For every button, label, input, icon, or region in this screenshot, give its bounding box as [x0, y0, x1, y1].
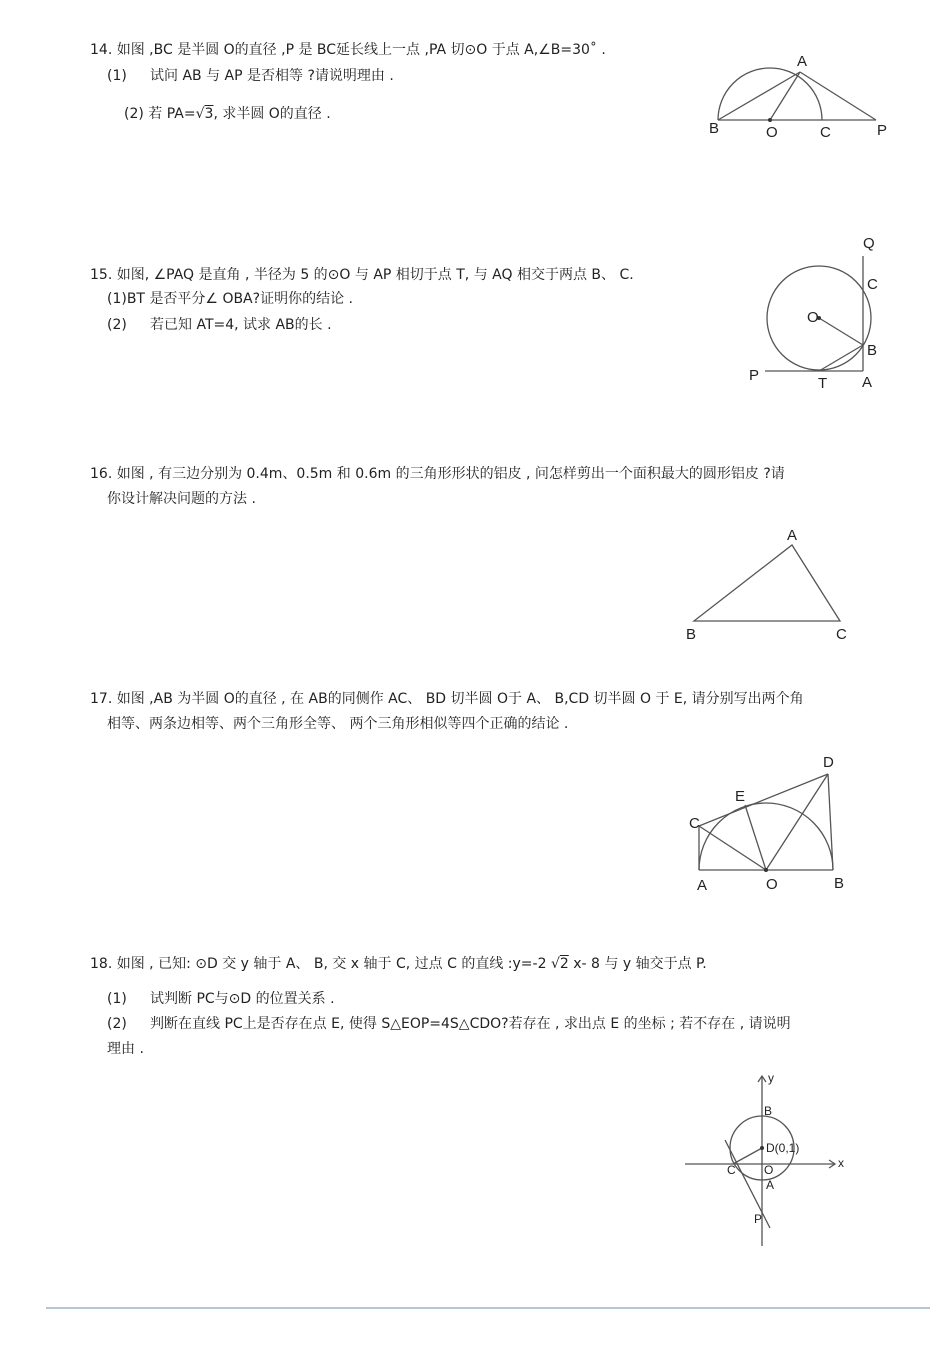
- p17-label-c: C: [689, 815, 700, 832]
- p18-line-pc: [725, 1140, 770, 1228]
- p14-segment-ap: [800, 72, 876, 120]
- p18-line1-end: x- 8 与 y 轴交于点 P.: [573, 956, 707, 972]
- p15-q2-text: 若已知 AT=4, 试求 AB的长 .: [150, 317, 332, 333]
- p17-line2: 相等、两条边相等、两个三角形全等、 两个三角形相似等四个正确的结论 .: [107, 716, 569, 732]
- p18-line1-start: 18. 如图 , 已知: ⊙D 交 y 轴于 A、 B, 交 x 轴于 C, 过点 C 的直线 :y=-2: [90, 956, 547, 972]
- page-divider: [46, 1307, 930, 1309]
- p16-label-b: B: [686, 626, 697, 643]
- p18-label-x: x: [838, 1156, 844, 1170]
- p14-label-a: A: [797, 53, 808, 70]
- p15-segment-tb: [819, 345, 863, 371]
- p14-label-p: P: [877, 122, 888, 139]
- sqrt-sign: √: [195, 106, 205, 122]
- sqrt-sign: √: [550, 956, 560, 972]
- p17-semicircle: [699, 803, 833, 870]
- p15-figure: [745, 232, 895, 397]
- p14-q1-text: 试问 AB 与 AP 是否相等 ?请说明理由 .: [150, 68, 394, 84]
- p14-q2-suffix: , 求半圆 O的直径 .: [213, 106, 331, 122]
- p15-label-c: C: [867, 276, 878, 293]
- p14-segment-ab: [718, 72, 800, 120]
- p18-q1-number: (1): [107, 991, 127, 1007]
- p18-label-b: B: [764, 1104, 773, 1118]
- p18-q1-text: 试判断 PC与⊙D 的位置关系 .: [150, 991, 335, 1007]
- p15-label-q: Q: [863, 235, 875, 252]
- p17-label-o: O: [766, 876, 778, 893]
- p17-segment-od: [766, 774, 828, 870]
- p15-q1: (1)BT 是否平分∠ OBA?证明你的结论 .: [107, 291, 353, 307]
- p18-figure: [680, 1070, 850, 1250]
- p18-label-y: y: [768, 1071, 774, 1085]
- p18-q2-continuation: 理由 .: [107, 1041, 144, 1057]
- p16-line1: 16. 如图 , 有三边分别为 0.4m、0.5m 和 0.6m 的三角形形状的铝皮 , 问怎样剪出一个面积最大的圆形铝皮 ?请: [90, 466, 785, 482]
- p14-label-b: B: [709, 120, 720, 137]
- p16-label-c: C: [836, 626, 847, 643]
- p14-label-c: C: [820, 124, 831, 141]
- p15-label-b: B: [867, 342, 878, 359]
- p14-stem: 14. 如图 ,BC 是半圆 O的直径 ,P 是 BC延长线上一点 ,PA 切⊙O 于点 A,∠B=30˚ .: [90, 42, 606, 58]
- p15-label-o: O: [807, 309, 819, 326]
- p18-label-d: D(0,1): [766, 1141, 800, 1155]
- p15-stem: 15. 如图, ∠PAQ 是直角 , 半径为 5 的⊙O 与 AP 相切于点 T, 与 AQ 相交于两点 B、 C.: [90, 267, 634, 283]
- p17-label-a: A: [697, 877, 708, 894]
- p17-center-dot: [764, 868, 768, 872]
- p14-q2-prefix: (2) 若 PA=: [124, 106, 196, 122]
- p15-label-a: A: [862, 374, 873, 391]
- p15-label-p: P: [749, 367, 760, 384]
- p14-segment-oa: [770, 72, 800, 120]
- p18-center-dot: [760, 1146, 764, 1150]
- p18-q2-text: 判断在直线 PC上是否存在点 E, 使得 S△EOP=4S△CDO?若存在 , 求出点 E 的坐标 ; 若不存在 , 请说明: [150, 1016, 791, 1032]
- p16-figure: [680, 524, 860, 649]
- p15-label-t: T: [818, 375, 828, 392]
- p18-line1-radicand: 2: [559, 956, 569, 972]
- p17-tangent-bd: [828, 774, 833, 870]
- p14-q1-number: (1): [107, 68, 127, 84]
- p17-line1: 17. 如图 ,AB 为半圆 O的直径 , 在 AB的同侧作 AC、 BD 切半圆 O于 A、 B,CD 切半圆 O 于 E, 请分别写出两个角: [90, 691, 804, 707]
- p17-label-e: E: [735, 788, 746, 805]
- p16-triangle: [694, 545, 840, 621]
- p17-figure: [685, 750, 855, 895]
- p14-center-dot: [768, 118, 772, 122]
- p18-label-p: P: [754, 1212, 763, 1226]
- p17-label-b: B: [834, 875, 845, 892]
- p17-segment-oc: [699, 826, 766, 870]
- p14-figure: [700, 50, 900, 145]
- p18-segment-dc: [733, 1148, 762, 1164]
- p18-q2-number: (2): [107, 1016, 127, 1032]
- p15-segment-ob: [819, 318, 863, 345]
- p18-label-a: A: [766, 1178, 775, 1192]
- p15-q2-number: (2): [107, 317, 127, 333]
- p18-label-o: O: [764, 1163, 774, 1177]
- p16-line2: 你设计解决问题的方法 .: [107, 491, 256, 507]
- p14-q2-radicand: 3: [204, 106, 214, 122]
- p18-line1: [90, 955, 707, 973]
- p18-label-c: C: [727, 1163, 736, 1177]
- p16-label-a: A: [787, 527, 798, 544]
- p14-q2: [124, 105, 331, 123]
- p17-segment-oe: [745, 805, 766, 870]
- p17-label-d: D: [823, 754, 834, 771]
- p14-label-o: O: [766, 124, 778, 141]
